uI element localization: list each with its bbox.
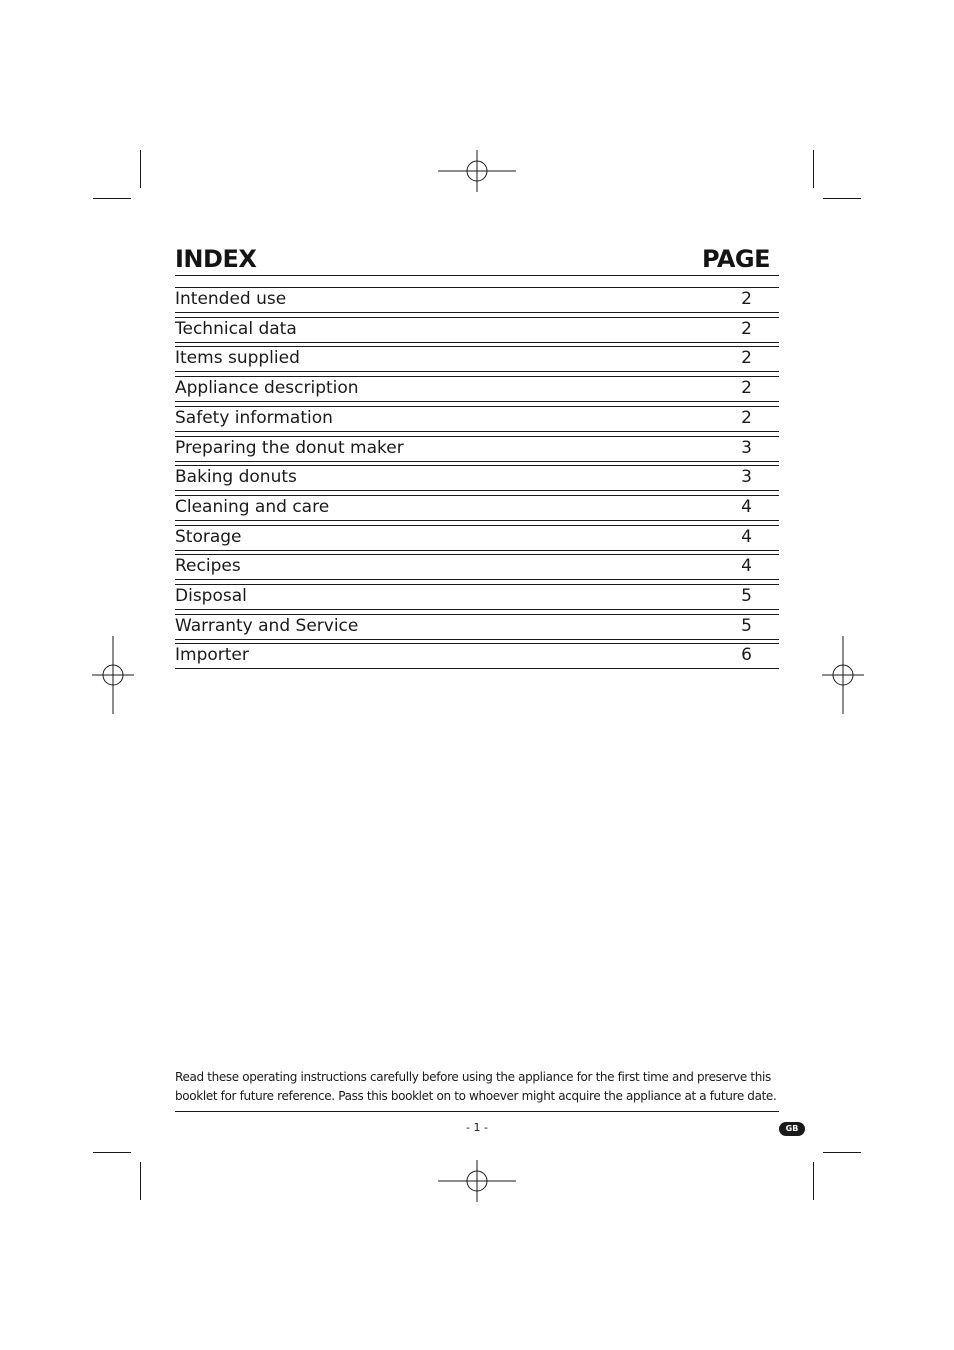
toc-entry-label: Intended use bbox=[175, 289, 287, 309]
toc-row[interactable] bbox=[175, 525, 779, 551]
footer-divider bbox=[175, 1111, 779, 1112]
toc-entry-label: Preparing the donut maker bbox=[175, 437, 404, 458]
crop-mark bbox=[93, 1152, 131, 1153]
toc-row[interactable] bbox=[175, 495, 779, 521]
registration-mark-left bbox=[74, 636, 152, 714]
toc-row[interactable] bbox=[175, 436, 779, 462]
footer-note: Read these operating instructions carefully before using the appliance for the first time and preserve this booklet for future reference. Pass this booklet on to whoever might acquire the appliance at a future date. bbox=[175, 1070, 777, 1103]
toc-entry-page: 4 bbox=[741, 496, 752, 517]
toc-row[interactable] bbox=[175, 346, 779, 372]
toc-row[interactable] bbox=[175, 643, 779, 669]
crop-mark bbox=[813, 150, 814, 188]
crop-mark bbox=[140, 1162, 141, 1200]
crop-mark bbox=[93, 198, 131, 199]
toc-entry-label: Disposal bbox=[175, 586, 247, 606]
toc-entry-page: 2 bbox=[741, 378, 752, 399]
toc-entry-label: Items supplied bbox=[175, 348, 300, 369]
index-title: INDEX bbox=[175, 245, 257, 273]
crop-mark bbox=[823, 1152, 861, 1153]
toc-entry-page: 6 bbox=[741, 645, 752, 666]
toc-entry-page: 3 bbox=[741, 437, 752, 458]
toc-row[interactable] bbox=[175, 287, 779, 313]
crop-mark bbox=[140, 150, 141, 188]
toc-row[interactable] bbox=[175, 614, 779, 640]
toc-entry-label: Technical data bbox=[175, 318, 297, 339]
toc-row[interactable] bbox=[175, 584, 779, 610]
toc-entry-label: Warranty and Service bbox=[175, 615, 359, 636]
page-column-title: PAGE bbox=[701, 245, 770, 273]
toc-entry-label: Storage bbox=[175, 526, 242, 547]
toc-entry-page: 2 bbox=[741, 348, 752, 369]
toc-row[interactable] bbox=[175, 406, 779, 432]
toc-entry-page: 2 bbox=[741, 318, 752, 339]
toc-entry-page: 4 bbox=[741, 556, 752, 577]
toc-row[interactable] bbox=[175, 554, 779, 580]
toc-row[interactable] bbox=[175, 465, 779, 491]
toc-entry-label: Recipes bbox=[175, 556, 241, 577]
toc-entry-label: Baking donuts bbox=[175, 467, 297, 488]
registration-mark-right bbox=[804, 636, 882, 714]
toc-entry-page: 2 bbox=[741, 289, 752, 309]
toc-entry-page: 3 bbox=[741, 467, 752, 488]
language-badge: GB bbox=[779, 1122, 805, 1136]
toc-entry-label: Appliance description bbox=[175, 378, 359, 399]
toc-entry-page: 5 bbox=[741, 586, 752, 606]
toc-row[interactable] bbox=[175, 376, 779, 402]
index-header bbox=[175, 244, 779, 276]
toc-entry-label: Safety information bbox=[175, 407, 333, 428]
toc-entry-page: 5 bbox=[741, 615, 752, 636]
page-number: - 1 - bbox=[466, 1121, 488, 1134]
registration-mark-bottom bbox=[438, 1142, 516, 1220]
registration-mark-top bbox=[438, 132, 516, 210]
toc-entry-page: 4 bbox=[741, 526, 752, 547]
toc-entry-page: 2 bbox=[741, 407, 752, 428]
toc-entry-label: Importer bbox=[175, 645, 249, 666]
toc-entry-label: Cleaning and care bbox=[175, 496, 330, 517]
crop-mark bbox=[813, 1162, 814, 1200]
toc-row[interactable] bbox=[175, 317, 779, 343]
crop-mark bbox=[823, 198, 861, 199]
